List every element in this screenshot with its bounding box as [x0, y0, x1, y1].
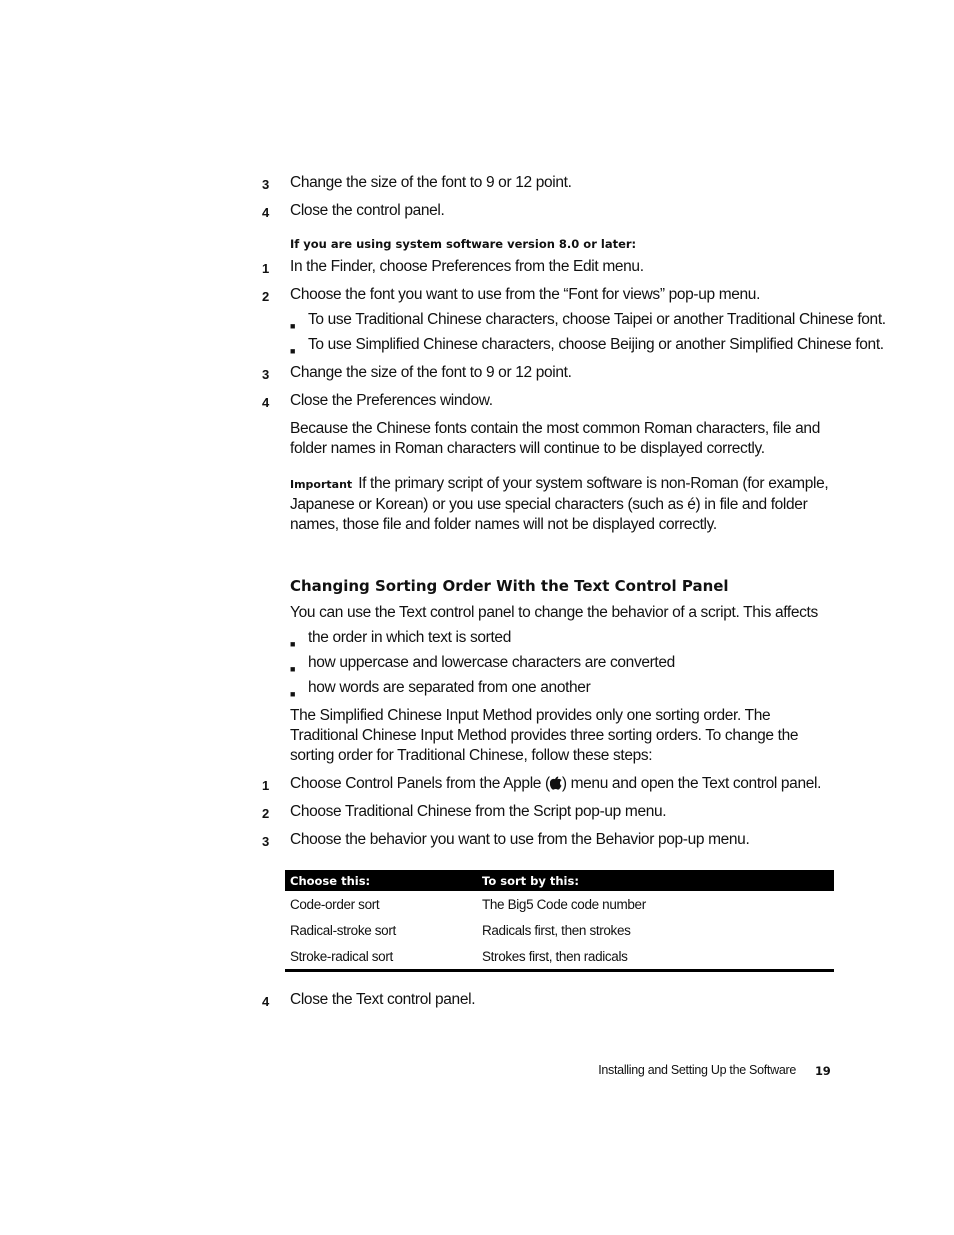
table-cell: Stroke-radical sort — [285, 943, 477, 971]
bullet-marker: ■ — [290, 664, 296, 674]
step-number: 2 — [262, 806, 269, 821]
table-header-cell: To sort by this: — [477, 870, 834, 891]
important-text: If the primary script of your system software is non-Roman (for example, Japanese or Korean) or you use special characters (such as é) in file and folder names, those file and folder names will not be displayed correctly. — [290, 475, 829, 533]
table-cell: Radical-stroke sort — [290, 922, 396, 938]
step-text — [290, 774, 821, 794]
table-cell: Code-order sort — [290, 896, 380, 912]
step-text: Change the size of the font to 9 or 12 point. — [290, 364, 572, 381]
table-cell: The Big5 Code code number — [482, 896, 646, 912]
step-number: 3 — [262, 834, 269, 849]
bullet-marker: ■ — [290, 321, 296, 331]
table-cell: Strokes first, then radicals — [477, 943, 834, 971]
step-text: Close the control panel. — [290, 202, 445, 219]
footer-section-title: Installing and Setting Up the Software — [598, 1063, 796, 1077]
page-number: 19 — [815, 1064, 831, 1078]
step-text: Choose the behavior you want to use from the Behavior pop-up menu. — [290, 831, 750, 848]
step-text: In the Finder, choose Preferences from the Edit menu. — [290, 258, 644, 275]
step-number: 2 — [262, 289, 269, 304]
intro-text: You can use the Text control panel to change the behavior of a script. This affects — [290, 604, 818, 621]
apple-logo-icon — [550, 776, 562, 790]
step-text-post: ) menu and open the Text control panel. — [561, 775, 822, 792]
important-note — [290, 474, 830, 535]
bullet-marker: ■ — [290, 639, 296, 649]
table-cell: Radicals first, then strokes — [482, 922, 631, 938]
run-in-subhead: If you are using system software version 8.0 or later: — [290, 237, 637, 251]
step-text: Choose the font you want to use from the “Font for views” pop-up menu. — [290, 286, 761, 303]
step-number: 3 — [262, 177, 269, 192]
bullet-marker: ■ — [290, 346, 296, 356]
bullet-text: To use Simplified Chinese characters, choose Beijing or another Simplified Chinese font. — [308, 336, 884, 353]
bullet-text: the order in which text is sorted — [308, 629, 511, 646]
table-header-cell: Choose this: — [285, 870, 477, 891]
table-header-row — [285, 870, 834, 891]
step-number: 4 — [262, 994, 269, 1009]
important-label: Important — [290, 478, 353, 491]
paragraph-sorting: The Simplified Chinese Input Method provides only one sorting order. The Traditional Chinese Input Method provides three sorting orders. To change the sorting order for Traditional Chinese, follow these steps: — [290, 707, 799, 764]
section-heading: Changing Sorting Order With the Text Control Panel — [290, 577, 729, 595]
bullet-text: how words are separated from one another — [308, 679, 591, 696]
step-number: 4 — [262, 395, 269, 410]
sorting-table — [285, 870, 834, 972]
step-text: Close the Preferences window. — [290, 392, 493, 409]
table-row — [285, 891, 834, 917]
paragraph-fonts: Because the Chinese fonts contain the most common Roman characters, file and folder names in Roman characters will continue to be displayed correctly. — [290, 420, 820, 457]
table-row — [285, 917, 834, 943]
step-text: Choose Traditional Chinese from the Script pop-up menu. — [290, 803, 667, 820]
step-text: Close the Text control panel. — [290, 991, 476, 1008]
step-number: 4 — [262, 205, 269, 220]
step-number: 1 — [262, 261, 269, 276]
bullet-text: To use Traditional Chinese characters, choose Taipei or another Traditional Chinese font. — [308, 311, 886, 328]
step-number: 1 — [262, 778, 269, 793]
step-number: 3 — [262, 367, 269, 382]
step-text: Change the size of the font to 9 or 12 point. — [290, 174, 572, 191]
table-row — [285, 943, 834, 971]
bullet-text: how uppercase and lowercase characters are converted — [308, 654, 675, 671]
bullet-marker: ■ — [290, 689, 296, 699]
step-text-pre: Choose Control Panels from the Apple ( — [290, 775, 550, 792]
